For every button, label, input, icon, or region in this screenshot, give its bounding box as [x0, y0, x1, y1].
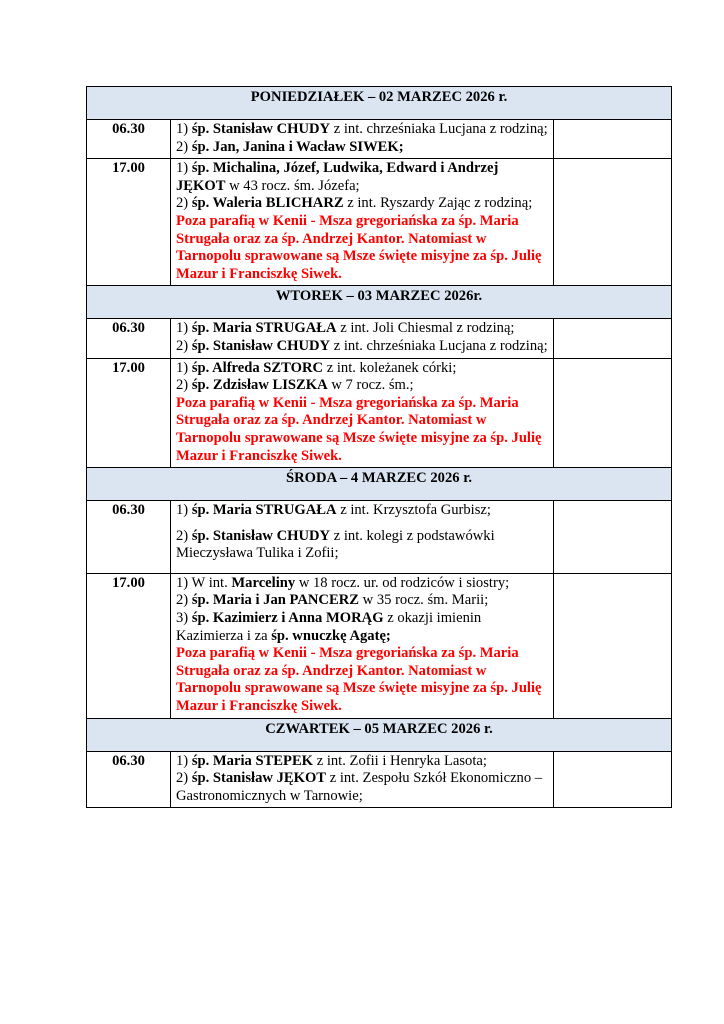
notes-cell: [554, 501, 672, 574]
mass-row: [87, 358, 672, 468]
mass-intentions: [171, 358, 554, 468]
intention-line: 1) W int. Marceliny w 18 rocz. ur. od rodziców i siostry;: [176, 574, 510, 591]
schedule-table: [86, 86, 672, 808]
intention-line: 2) śp. Stanisław CHUDY z int. kolegi z podstawówki Mieczysława Tulika i Zofii;: [176, 527, 495, 562]
day-header: ŚRODA – 4 MARZEC 2026 r.: [87, 468, 672, 501]
mass-time: 06.30: [87, 751, 171, 808]
day-header: CZWARTEK – 05 MARZEC 2026 r.: [87, 718, 672, 751]
mass-time: 06.30: [87, 120, 171, 159]
notes-cell: [554, 358, 672, 468]
mass-intentions: [171, 120, 554, 159]
mass-time: 17.00: [87, 358, 171, 468]
mass-intentions: [171, 501, 554, 574]
mass-intentions: [171, 751, 554, 808]
intention-line: 2) śp. Waleria BLICHARZ z int. Ryszardy Zając z rodziną;: [176, 195, 533, 212]
mission-note: Poza parafią w Kenii - Msza gregoriańska za śp. Maria Strugała oraz za śp. Andrzej Kantor. Natomiast w Tarnopolu sprawowane są Msze święte misyjne za śp. Julię Mazur i Franciszkę Siwek.: [176, 394, 542, 464]
mass-row: [87, 573, 672, 718]
mass-intentions: [171, 573, 554, 718]
intention-line: 1) śp. Alfreda SZTORC z int. koleżanek córki;: [176, 359, 457, 376]
day-header-row: [87, 468, 672, 501]
day-header-row: [87, 718, 672, 751]
intention-line: 2) śp. Stanisław CHUDY z int. chrześniaka Lucjana z rodziną;: [176, 337, 548, 354]
mass-intentions: [171, 159, 554, 286]
mass-row: [87, 319, 672, 358]
intention-line: 2) śp. Jan, Janina i Wacław SIWEK;: [176, 138, 404, 155]
mass-row: [87, 159, 672, 286]
mass-time: 06.30: [87, 319, 171, 358]
intention-line: 2) śp. Stanisław JĘKOT z int. Zespołu Szkół Ekonomiczno – Gastronomicznych w Tarnowie;: [176, 770, 543, 804]
day-header-row: [87, 87, 672, 120]
intention-line: 1) śp. Michalina, Józef, Ludwika, Edward i Andrzej JĘKOT w 43 rocz. śm. Józefa;: [176, 160, 499, 194]
intention-line: 1) śp. Maria STRUGAŁA z int. Joli Chiesmal z rodziną;: [176, 320, 515, 337]
notes-cell: [554, 319, 672, 358]
mass-row: [87, 501, 672, 574]
notes-cell: [554, 751, 672, 808]
intention-line: 1) śp. Maria STRUGAŁA z int. Krzysztofa Gurbisz;: [176, 502, 491, 519]
notes-cell: [554, 120, 672, 159]
notes-cell: [554, 159, 672, 286]
day-header: PONIEDZIAŁEK – 02 MARZEC 2026 r.: [87, 87, 672, 120]
intention-line: 1) śp. Stanisław CHUDY z int. chrześniaka Lucjana z rodziną;: [176, 121, 548, 137]
mass-row: [87, 751, 672, 808]
intention-line: 1) śp. Maria STEPEK z int. Zofii i Henryka Lasota;: [176, 752, 487, 769]
intention-line: 2) śp. Maria i Jan PANCERZ w 35 rocz. śm. Marii;: [176, 592, 489, 609]
mass-time: 17.00: [87, 159, 171, 286]
intention-line: 3) śp. Kazimierz i Anna MORĄG z okazji imienin Kazimierza i za śp. wnuczkę Agatę;: [176, 610, 482, 644]
mass-intentions: [171, 319, 554, 358]
mass-time: 17.00: [87, 573, 171, 718]
mission-note: Poza parafią w Kenii - Msza gregoriańska za śp. Maria Strugała oraz za śp. Andrzej Kantor. Natomiast w Tarnopolu sprawowane są Msze święte misyjne za śp. Julię Mazur i Franciszkę Siwek.: [176, 645, 542, 715]
mass-schedule: [86, 86, 671, 808]
intention-line: 2) śp. Zdzisław LISZKA w 7 rocz. śm.;: [176, 377, 414, 394]
day-header: WTOREK – 03 MARZEC 2026r.: [87, 286, 672, 319]
mass-time: 06.30: [87, 501, 171, 574]
day-header-row: [87, 286, 672, 319]
mission-note: Poza parafią w Kenii - Msza gregoriańska za śp. Maria Strugała oraz za śp. Andrzej Kantor. Natomiast w Tarnopolu sprawowane są Msze święte misyjne za śp. Julię Mazur i Franciszkę Siwek.: [176, 212, 542, 282]
mass-row: [87, 120, 672, 159]
notes-cell: [554, 573, 672, 718]
